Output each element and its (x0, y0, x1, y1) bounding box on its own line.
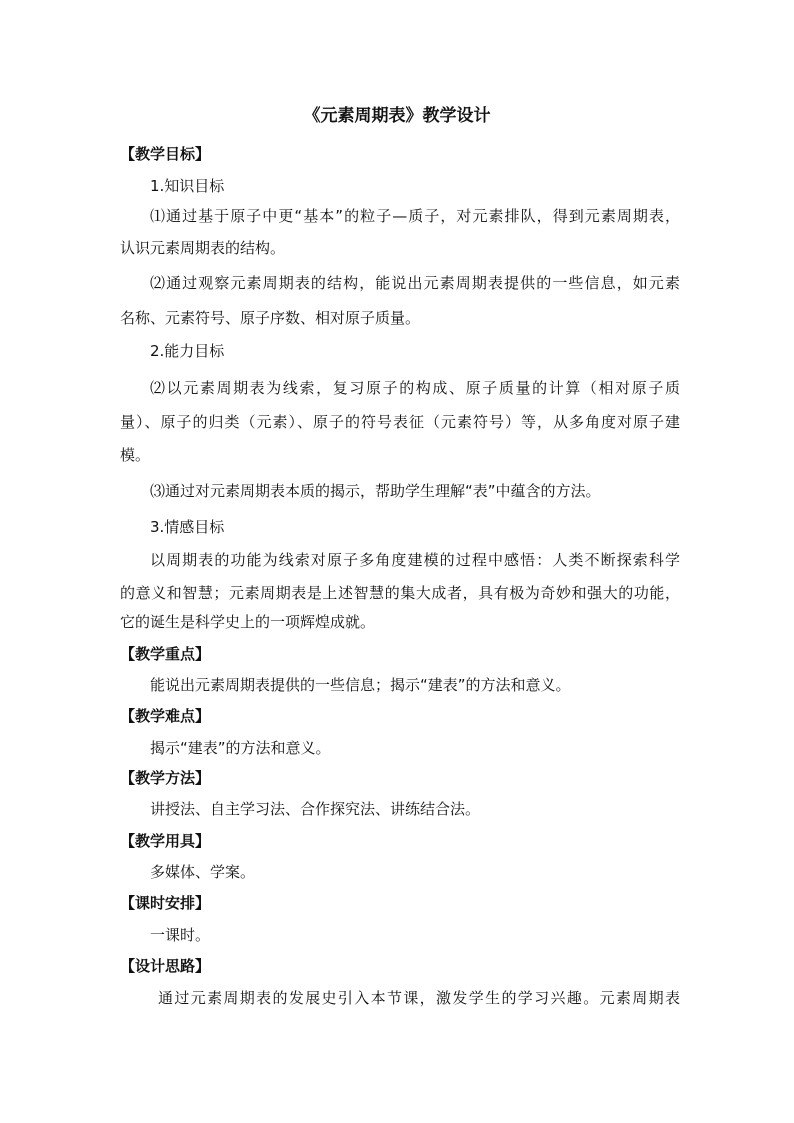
emotion-objective-label: 3.情感目标 (150, 518, 225, 536)
key-points-text: 能说出元素周期表提供的一些信息；揭示“建表”的方法和意义。 (150, 676, 571, 694)
schedule-heading: 【课时安排】 (120, 894, 211, 912)
emotion-objective-text: 以周期表的功能为线索对原子多角度建模的过程中感悟：人类不断探索科学 (150, 551, 680, 569)
design-text: 通过元素周期表的发展史引入本节课，激发学生的学习兴趣。元素周期表 (158, 989, 680, 1007)
tools-text: 多媒体、学案。 (150, 863, 256, 881)
ability-objective-text: ⑶通过对元素周期表本质的揭示，帮助学生理解“表”中蕴含的方法。 (150, 482, 601, 500)
knowledge-objective-text: ⑴通过基于原子中更“基本”的粒子—质子，对元素排队，得到元素周期表， (150, 207, 680, 225)
knowledge-objective-text: 认识元素周期表的结构。 (120, 239, 286, 257)
ability-objective-text: ⑵以元素周期表为线索，复习原子的构成、原子质量的计算（相对原子质 (150, 379, 680, 397)
ability-objective-label: 2.能力目标 (150, 342, 225, 360)
document-title: 《元素周期表》教学设计 (303, 106, 491, 126)
knowledge-objective-label: 1.知识目标 (150, 177, 225, 195)
knowledge-objective-text: 名称、元素符号、原子序数、相对原子质量。 (120, 309, 421, 327)
schedule-text: 一课时。 (150, 926, 211, 944)
difficulties-text: 揭示“建表”的方法和意义。 (150, 739, 331, 757)
knowledge-objective-text: ⑵通过观察元素周期表的结构，能说出元素周期表提供的一些信息，如元素 (150, 274, 680, 292)
difficulties-heading: 【教学难点】 (120, 707, 211, 725)
design-heading: 【设计思路】 (120, 957, 211, 975)
methods-text: 讲授法、自主学习法、合作探究法、讲练结合法。 (150, 800, 481, 818)
tools-heading: 【教学用具】 (120, 832, 211, 850)
ability-objective-text: 量）、原子的归类（元素）、原子的符号表征（元素符号）等，从多角度对原子建 (120, 413, 680, 431)
emotion-objective-text: 的意义和智慧；元素周期表是上述智慧的集大成者，具有极为奇妙和强大的功能， (120, 584, 680, 602)
ability-objective-text: 模。 (120, 446, 151, 464)
key-points-heading: 【教学重点】 (120, 645, 211, 663)
objectives-heading: 【教学目标】 (120, 145, 211, 163)
methods-heading: 【教学方法】 (120, 769, 211, 787)
emotion-objective-text: 它的诞生是科学史上的一项辉煌成就。 (120, 613, 376, 631)
